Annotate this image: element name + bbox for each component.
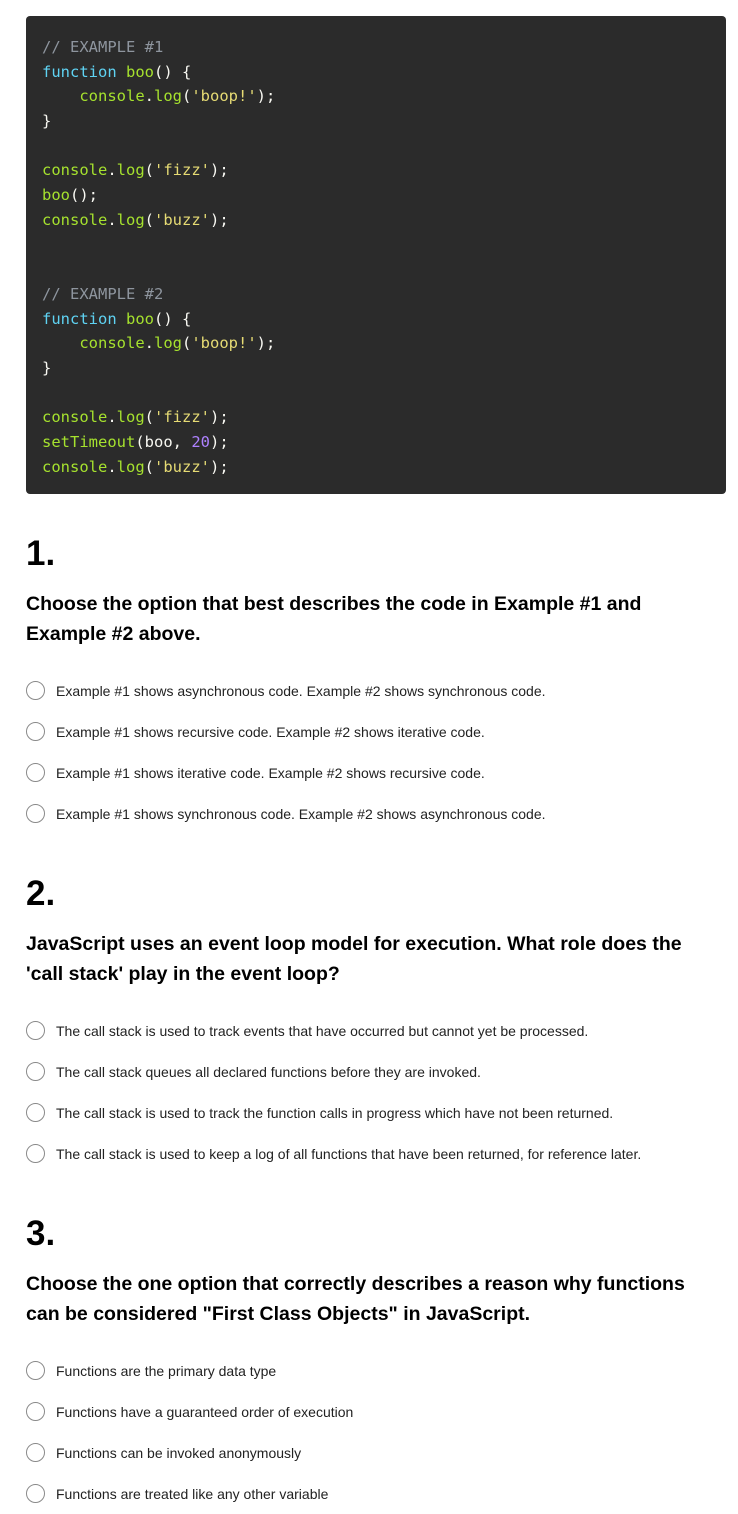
code-line	[42, 455, 710, 480]
option-label: Example #1 shows recursive code. Example #2 shows iterative code.	[56, 723, 485, 740]
option-2-a[interactable]	[26, 1010, 716, 1051]
code-token: () {	[154, 309, 192, 328]
radio-button[interactable]	[26, 1103, 45, 1122]
code-token: log	[116, 161, 145, 180]
option-3-b[interactable]	[26, 1391, 716, 1432]
question-number: 1.	[26, 534, 56, 573]
code-line	[42, 257, 710, 282]
code-token: ();	[70, 186, 98, 205]
radio-button[interactable]	[26, 1484, 45, 1503]
option-label: Functions can be invoked anonymously	[56, 1444, 302, 1461]
radio-button[interactable]	[26, 1443, 45, 1462]
code-line	[42, 233, 710, 258]
code-token: // EXAMPLE #2	[42, 284, 164, 303]
option-label: Example #1 shows synchronous code. Example #2 shows asynchronous code.	[56, 805, 546, 822]
code-token: 'fizz'	[154, 408, 211, 427]
radio-button[interactable]	[26, 1021, 45, 1040]
code-token: 20	[191, 433, 210, 451]
option-2-d[interactable]	[26, 1133, 716, 1174]
code-token: .	[144, 87, 154, 106]
code-token: setTimeout	[42, 433, 136, 451]
code-token	[42, 334, 79, 352]
code-token: );	[256, 87, 276, 106]
code-token: log	[116, 210, 145, 229]
code-line	[42, 183, 710, 208]
code-token	[117, 63, 126, 81]
radio-button[interactable]	[26, 1144, 45, 1163]
option-1-b[interactable]	[26, 711, 716, 752]
code-token: (	[182, 87, 192, 106]
code-token: }	[42, 112, 52, 131]
code-token: log	[154, 334, 182, 353]
radio-button[interactable]	[26, 763, 45, 782]
radio-button[interactable]	[26, 1361, 45, 1380]
radio-button[interactable]	[26, 681, 45, 700]
code-token: .	[107, 457, 117, 476]
question-number: 2.	[26, 874, 56, 913]
radio-button[interactable]	[26, 722, 45, 741]
code-line	[42, 331, 710, 356]
code-token: (	[144, 457, 155, 476]
code-token	[42, 87, 79, 105]
code-token: );	[210, 161, 229, 180]
code-token: (	[182, 334, 192, 353]
code-token: console	[42, 408, 108, 427]
code-token: 'boop!'	[191, 334, 257, 353]
option-label: Functions are treated like any other variable	[56, 1485, 329, 1502]
question-3	[26, 1214, 716, 1502]
code-line	[42, 282, 710, 307]
code-token	[117, 310, 126, 328]
option-label: The call stack is used to track the function calls in progress which have not been returned.	[56, 1104, 614, 1121]
code-token: );	[210, 210, 229, 229]
option-3-d[interactable]	[26, 1473, 716, 1514]
code-token: 'buzz'	[154, 210, 211, 229]
code-token: console	[42, 210, 108, 229]
option-label: The call stack is used to keep a log of all functions that have been returned, for reference later.	[56, 1145, 642, 1162]
option-label: The call stack is used to track events that have occurred but cannot yet be processed.	[56, 1022, 589, 1039]
code-token: 'boop!'	[191, 87, 257, 106]
code-line	[42, 356, 710, 381]
code-line	[42, 109, 710, 134]
code-token: (	[144, 161, 155, 180]
code-token: boo	[126, 309, 154, 328]
question-text: Choose the one option that correctly describes a reason why functions can be considered "First Class Objects" in JavaScript.	[26, 1273, 685, 1325]
option-1-c[interactable]	[26, 752, 716, 793]
option-3-c[interactable]	[26, 1432, 716, 1473]
radio-button[interactable]	[26, 1062, 45, 1081]
options-list	[26, 670, 716, 834]
code-line	[42, 405, 710, 430]
question-1	[26, 534, 716, 822]
option-label: Example #1 shows asynchronous code. Example #2 shows synchronous code.	[56, 682, 546, 699]
code-token: (boo,	[135, 433, 192, 451]
question-number: 3.	[26, 1214, 56, 1253]
code-line	[42, 158, 710, 183]
code-line	[42, 307, 710, 332]
question-text: JavaScript uses an event loop model for execution. What role does the 'call stack' play in the event loop?	[26, 933, 682, 985]
code-token: boo	[126, 62, 154, 81]
code-token: .	[144, 334, 154, 353]
code-token: function	[42, 309, 117, 328]
code-token: (	[144, 210, 155, 229]
code-line	[42, 84, 710, 109]
code-token: log	[154, 87, 182, 106]
code-line	[42, 35, 710, 60]
code-token: }	[42, 358, 52, 377]
code-token: );	[210, 433, 229, 451]
code-line	[42, 134, 710, 159]
question-2	[26, 874, 716, 1162]
code-token: console	[79, 87, 145, 106]
radio-button[interactable]	[26, 804, 45, 823]
code-token: boo	[42, 186, 70, 205]
options-list	[26, 1010, 716, 1174]
code-token: console	[79, 334, 145, 353]
code-token: function	[42, 62, 117, 81]
code-token: log	[116, 457, 145, 476]
option-label: Functions are the primary data type	[56, 1362, 277, 1379]
code-token: (	[144, 408, 155, 427]
option-label: Functions have a guaranteed order of execution	[56, 1403, 354, 1420]
option-1-d[interactable]	[26, 793, 716, 834]
code-token: .	[107, 161, 117, 180]
option-2-b[interactable]	[26, 1051, 716, 1092]
code-token: log	[116, 408, 145, 427]
code-token: console	[42, 457, 108, 476]
code-token: 'buzz'	[154, 457, 211, 476]
code-token: .	[107, 408, 117, 427]
code-token: // EXAMPLE #1	[42, 38, 164, 56]
option-2-c[interactable]	[26, 1092, 716, 1133]
code-token: console	[42, 161, 108, 180]
code-token: 'fizz'	[154, 161, 211, 180]
code-token: );	[256, 334, 276, 353]
code-token: );	[210, 457, 229, 476]
code-line	[42, 60, 710, 85]
option-3-a[interactable]	[26, 1350, 716, 1391]
option-1-a[interactable]	[26, 670, 716, 711]
option-label: The call stack queues all declared functions before they are invoked.	[56, 1063, 481, 1080]
code-line	[42, 430, 710, 455]
code-token: .	[107, 210, 117, 229]
code-line	[42, 381, 710, 406]
code-token: () {	[154, 62, 192, 81]
code-block	[26, 16, 726, 494]
options-list	[26, 1350, 716, 1514]
option-label: Example #1 shows iterative code. Example #2 shows recursive code.	[56, 764, 485, 781]
code-line	[42, 208, 710, 233]
question-text: Choose the option that best describes the code in Example #1 and Example #2 above.	[26, 593, 642, 645]
code-token: );	[210, 408, 229, 427]
radio-button[interactable]	[26, 1402, 45, 1421]
